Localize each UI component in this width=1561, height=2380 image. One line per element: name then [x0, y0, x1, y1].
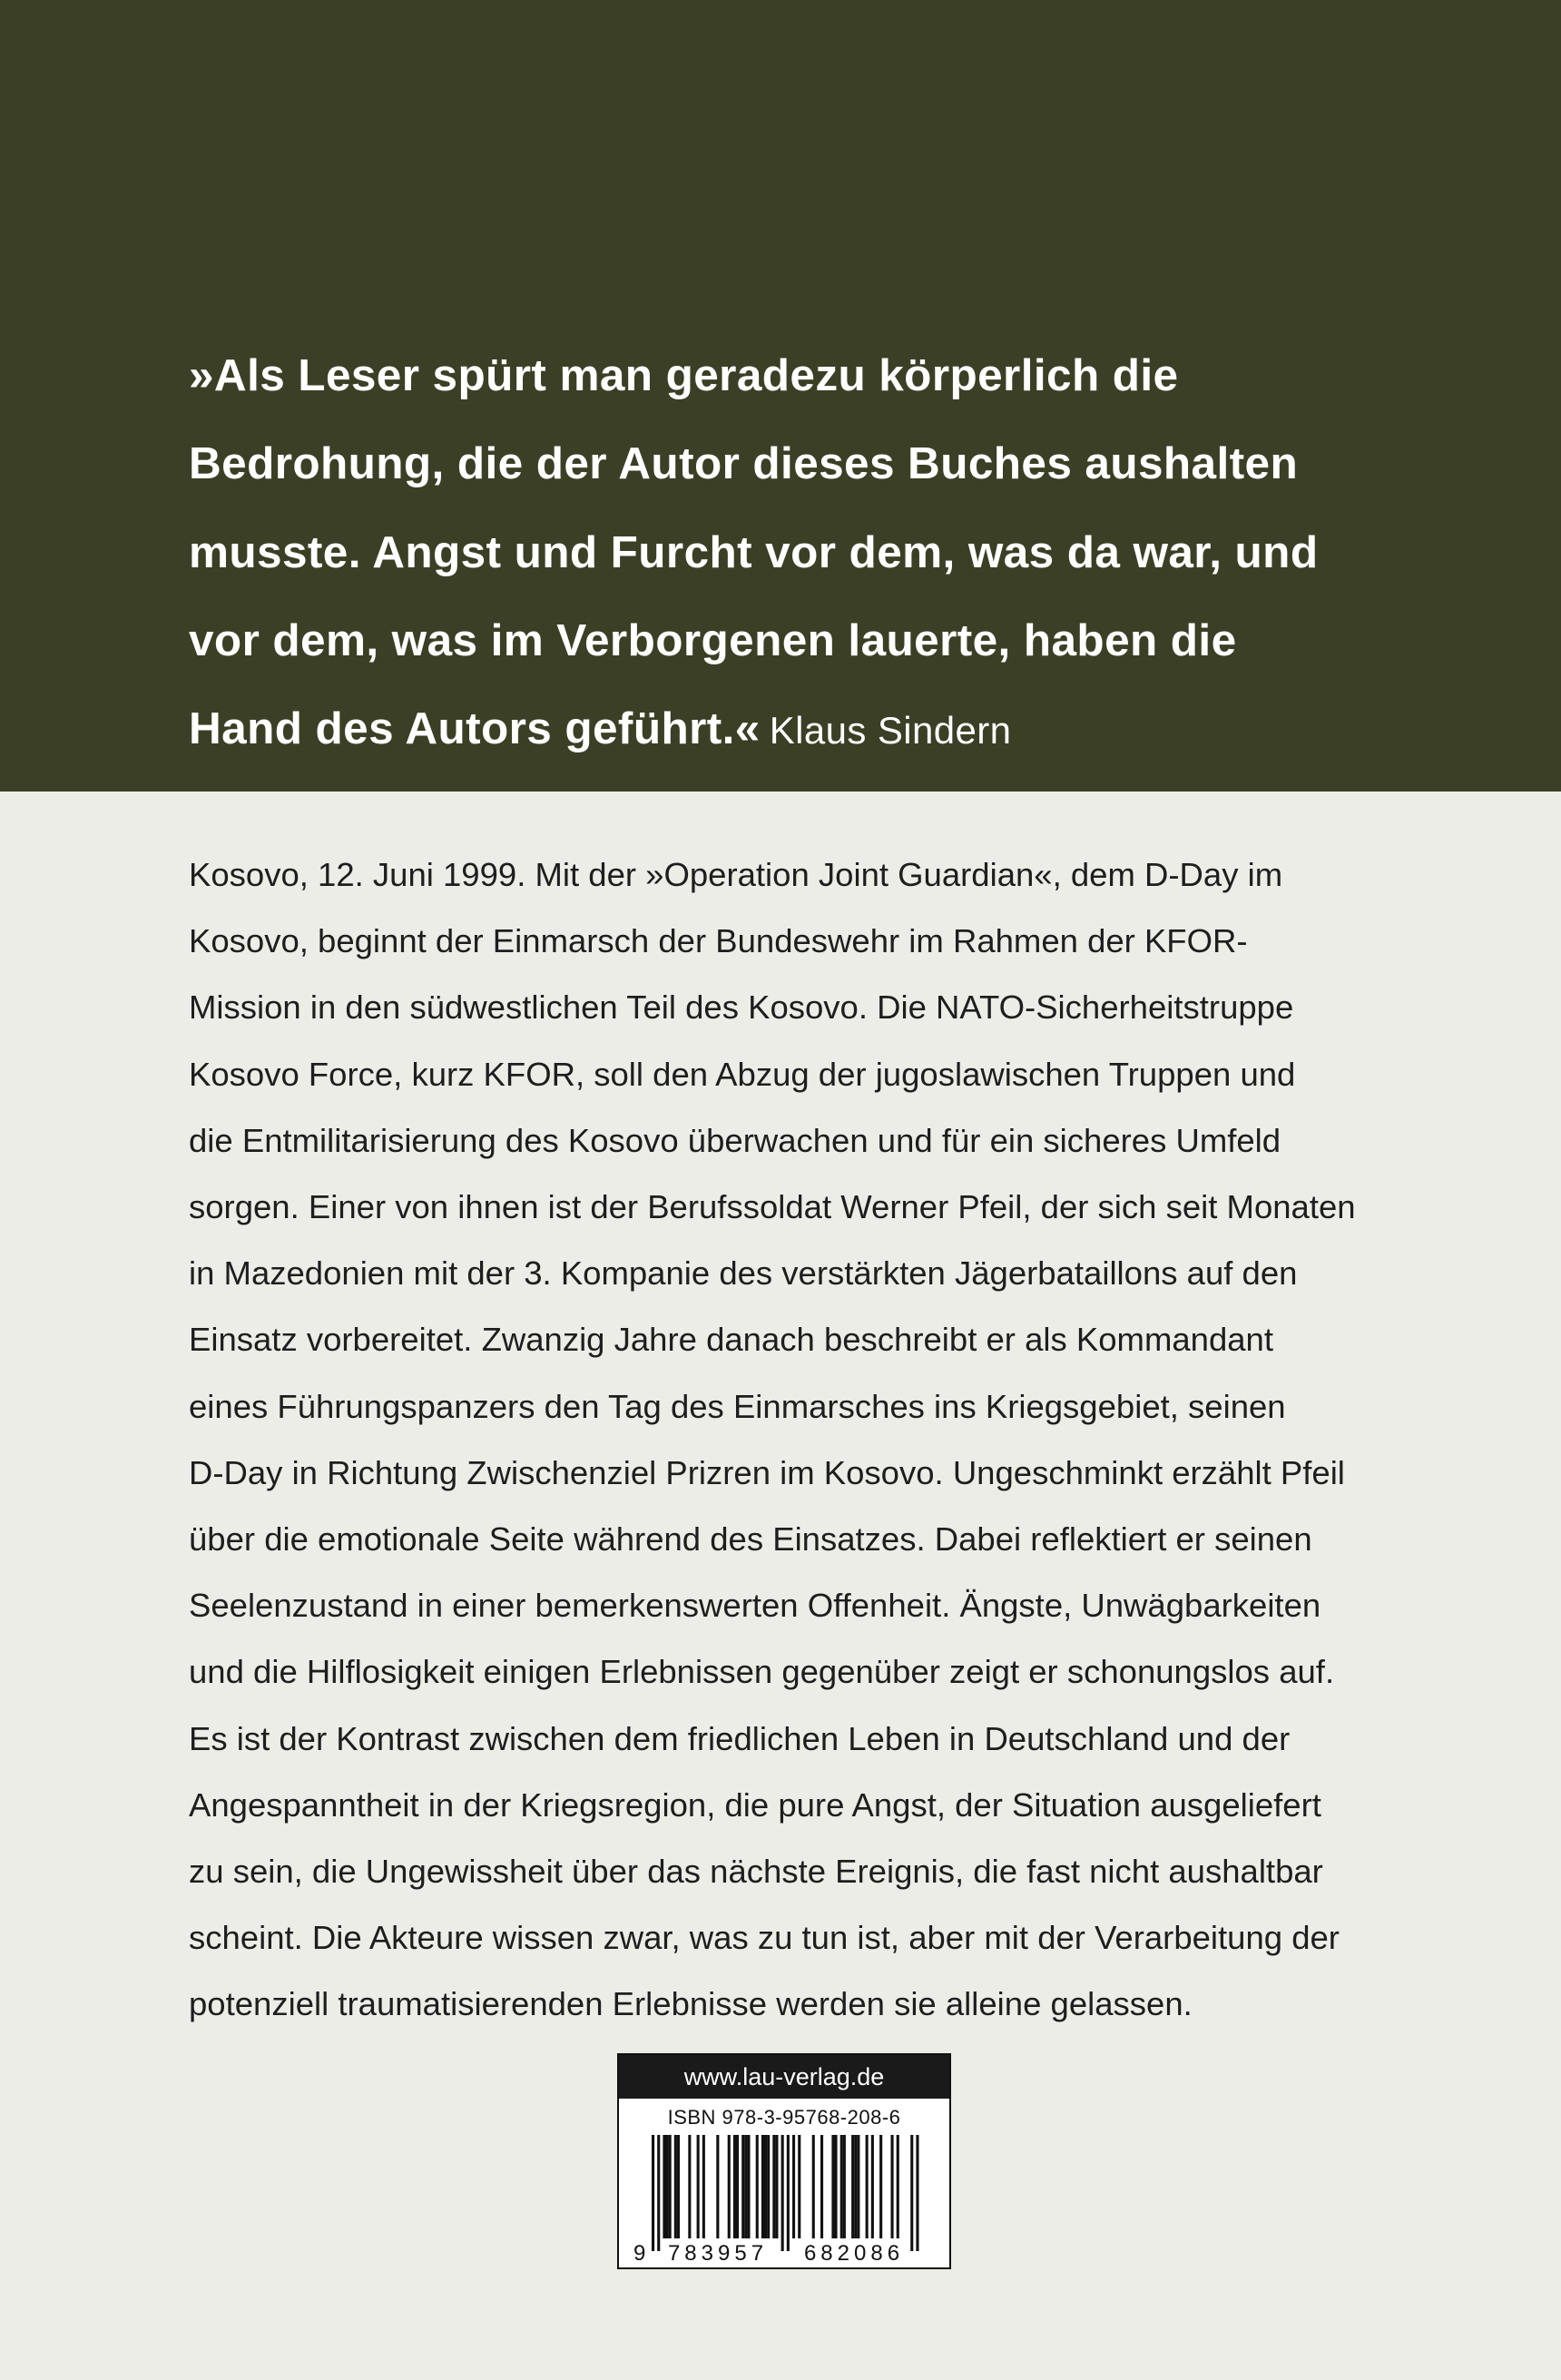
quote-author: Klaus Sindern — [769, 709, 1012, 752]
barcode-bar — [798, 2135, 800, 2238]
barcode-bar — [756, 2135, 759, 2238]
barcode-bar — [772, 2135, 775, 2238]
barcode-bar — [857, 2135, 859, 2238]
description-line: Einsatz vorbereitet. Zwanzig Jahre danach beschreibt er als Kommandant — [189, 1321, 1273, 1359]
barcode-bar — [767, 2135, 770, 2238]
barcode-bar — [716, 2135, 719, 2238]
barcode-bar — [674, 2135, 677, 2238]
description-line: Mission in den südwestlichen Teil des Kosovo. Die NATO-Sicherheitstruppe — [189, 988, 1294, 1027]
description-line: Angespanntheit in der Kriegsregion, die pure Angst, der Situation ausgeliefert — [189, 1785, 1321, 1824]
quote-panel — [0, 0, 1561, 792]
barcode-bar — [669, 2135, 672, 2238]
description-line: scheint. Die Akteure wissen zwar, was zu tun ist, aber mit der Verarbeitung der — [189, 1919, 1340, 1957]
description-line: potenziell traumatisierenden Erlebnisse werden sie alleine gelassen. — [189, 1985, 1193, 2023]
description-line: Seelenzustand in einer bemerkenswerten Offenheit. Ängste, Unwägbarkeiten — [189, 1587, 1321, 1625]
barcode-bar — [879, 2135, 882, 2238]
barcode-bar — [840, 2135, 843, 2238]
publisher-url: www.lau-verlag.de — [619, 2055, 949, 2099]
barcode-bar — [747, 2135, 750, 2238]
barcode-bar — [697, 2135, 700, 2238]
barcode-right-digits: 682086 — [803, 2241, 905, 2264]
description-line: Kosovo, beginnt der Einmarsch der Bundeswehr im Rahmen der KFOR- — [189, 922, 1248, 960]
barcode-bar — [663, 2135, 665, 2238]
barcode-bar — [891, 2135, 894, 2238]
barcode-guard-bar — [787, 2135, 790, 2251]
barcode-bar — [812, 2135, 815, 2238]
barcode-bar — [851, 2135, 854, 2238]
description-line: Es ist der Kontrast zwischen dem friedlichen Leben in Deutschland und der — [189, 1719, 1291, 1757]
barcode-bar — [702, 2135, 705, 2238]
quote-line: Bedrohung, die der Autor dieses Buches aushalten — [189, 438, 1299, 489]
barcode-bar — [741, 2135, 744, 2238]
description-line: D-Day in Richtung Zwischenziel Prizren im Kosovo. Ungeschminkt erzählt Pfeil — [189, 1453, 1345, 1491]
barcode-bar — [677, 2135, 680, 2238]
description-line: die Entmilitarisierung des Kosovo überwachen und für ein sicheres Umfeld — [189, 1121, 1281, 1159]
book-description — [189, 841, 1441, 2038]
barcode-guard-bar — [657, 2135, 660, 2251]
description-line: über die emotionale Seite während des Einsatzes. Dabei reflektiert er seinen — [189, 1520, 1312, 1559]
quote-line-last — [189, 684, 1450, 774]
barcode-left-digits: 783957 — [667, 2241, 769, 2264]
quote-line: musste. Angst und Furcht vor dem, was da war, und — [189, 526, 1319, 577]
description-line: Kosovo Force, kurz KFOR, soll den Abzug der jugoslawischen Truppen und — [189, 1055, 1296, 1093]
barcode-bar — [761, 2135, 764, 2238]
quote-text: Hand des Autors geführt.« — [189, 703, 761, 754]
barcode-bar — [843, 2135, 846, 2238]
barcode-bar — [688, 2135, 691, 2238]
barcode-bar — [736, 2135, 739, 2238]
barcode-block — [617, 2053, 951, 2269]
barcode-bar — [831, 2135, 834, 2238]
barcode-first-digit: 9 — [633, 2241, 646, 2264]
barcode-bar — [666, 2135, 669, 2238]
description-line: sorgen. Einer von ihnen ist der Berufssoldat Werner Pfeil, der sich seit Monaten — [189, 1188, 1356, 1226]
barcode-bar — [733, 2135, 736, 2238]
barcode-bar — [820, 2135, 823, 2238]
barcode-bar — [871, 2135, 874, 2238]
barcode-bar — [897, 2135, 899, 2238]
quote-line: »Als Leser spürt man geradezu körperlich die — [189, 350, 1179, 400]
description-line: in Mazedonien mit der 3. Kompanie des verstärkten Jägerbataillons auf den — [189, 1254, 1298, 1293]
barcode-bar — [728, 2135, 731, 2238]
quote-line: vor dem, was im Verborgenen lauerte, haben die — [189, 615, 1237, 665]
barcode-bar — [792, 2135, 795, 2238]
barcode-guard-bar — [652, 2135, 654, 2251]
description-line: Kosovo, 12. Juni 1999. Mit der »Operation Joint Guardian«, dem D-Day im — [189, 856, 1283, 893]
barcode-bar — [866, 2135, 869, 2238]
blurb-quote — [189, 331, 1450, 774]
description-line: zu sein, die Ungewissheit über das nächste Ereignis, die fast nicht aushaltbar — [189, 1853, 1323, 1891]
description-line: und die Hilflosigkeit einigen Erlebnissen gegenüber zeigt er schonungslos auf. — [189, 1653, 1335, 1691]
barcode-guard-bar — [910, 2135, 913, 2251]
barcode-bar — [764, 2135, 767, 2238]
barcode-bar — [835, 2135, 838, 2238]
barcode-bar — [744, 2135, 747, 2238]
barcode-icon — [632, 2135, 938, 2264]
barcode-bar — [854, 2135, 857, 2238]
barcode-bar — [775, 2135, 778, 2238]
barcode-guard-bar — [916, 2135, 918, 2251]
description-line: eines Führungspanzers den Tag des Einmarsches ins Kriegsgebiet, seinen — [189, 1387, 1286, 1425]
isbn-label: ISBN 978-3-95768-208-6 — [667, 2106, 901, 2129]
barcode-guard-bar — [781, 2135, 784, 2251]
